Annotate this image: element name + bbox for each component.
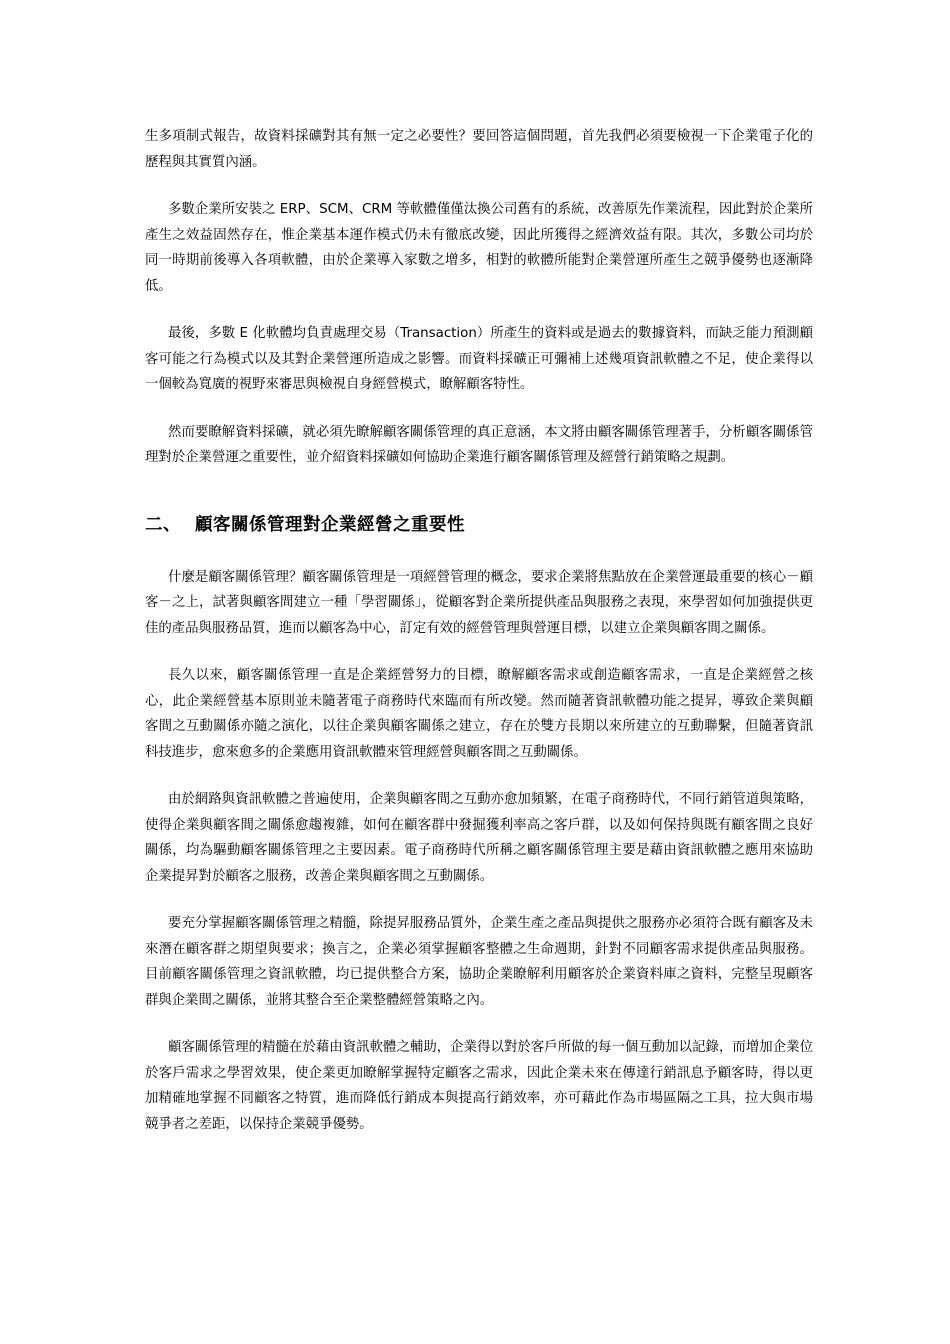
section-heading <box>145 511 813 539</box>
paragraph-crm-software: 顧客關係管理的精髓在於藉由資訊軟體之輔助，企業得以對於客戶所做的每一個互動加以記錄，而增加企業位於客戶需求之學習效果，使企業更加瞭解掌握特定顧客之需求，因此企業未來在傳達行銷訊息予顧客時，得以更加精確地掌握不同顧客之特質，進而降低行銷成本與提高行銷效率，亦可藉此作為市場區隔之工具，拉大與市場競爭者之差距，以保持企業競爭優勢。 <box>145 1040 813 1132</box>
document-page <box>145 124 813 1137</box>
paragraph-crm-essence: 要充分掌握顧客關係管理之精髓，除提昇服務品質外，企業生產之產品與提供之服務亦必須符合既有顧客及未來潛在顧客群之期望與要求；換言之，企業必須掌握顧客整體之生命週期，針對不同顧客需求提供產品與服務。目前顧客關係管理之資訊軟體，均已提供整合方案，協助企業瞭解利用顧客於企業資料庫之資料，完整呈現顧客群與企業間之關係，並將其整合至企業整體經營策略之內。 <box>145 916 813 1008</box>
paragraph-crm-history: 長久以來，顧客關係管理一直是企業經營努力的目標，瞭解顧客需求或創造顧客需求，一直是企業經營之核心，此企業經營基本原則並未隨著電子商務時代來臨而有所改變。然而隨著資訊軟體功能之提昇，導致企業與顧客間之互動關係亦隨之演化，以往企業與顧客關係之建立，存在於雙方長期以來所建立的互動聯繫，但隨著資訊科技進步，愈來愈多的企業應用資訊軟體來管理經營與顧客間之互動關係。 <box>145 668 813 760</box>
paragraph-data-mining-intro: 然而要瞭解資料採礦，就必須先瞭解顧客關係管理的真正意涵，本文將由顧客關係管理著手，分析顧客關係管理對於企業營運之重要性，並介紹資料採礦如何協助企業進行顧客關係管理及經營行銷策略之規劃。 <box>145 424 813 465</box>
paragraph-continuation: 生多項制式報告，故資料採礦對其有無一定之必要性？要回答這個問題，首先我們必須要檢視一下企業電子化的歷程與其實質內涵。 <box>145 129 813 170</box>
paragraph-e-software: 最後，多數 E 化軟體均負責處理交易（Transaction）所產生的資料或是過去的數據資料，而缺乏能力預測顧客可能之行為模式以及其對企業營運所造成之影響。而資料採礦正可彌補上述幾項資訊軟體之不足，使企業得以一個較為寬廣的視野來審思與檢視自身經營模式，瞭解顧客特性。 <box>145 326 813 392</box>
paragraph-crm-definition: 什麼是顧客關係管理？顧客關係管理是一項經營管理的概念，要求企業將焦點放在企業營運最重要的核心－顧客－之上，試著與顧客間建立一種「學習關係」，從顧客對企業所提供產品與服務之表現，來學習如何加強提供更佳的產品與服務品質，進而以顧客為中心，訂定有效的經營管理與營運目標，以建立企業與顧客間之關係。 <box>145 569 813 636</box>
section-title: 顧客關係管理對企業經營之重要性 <box>195 514 465 535</box>
paragraph-crm-internet: 由於網路與資訊軟體之普遍使用，企業與顧客間之互動亦愈加頻繁，在電子商務時代，不同行銷管道與策略，使得企業與顧客間之關係愈趨複雜，如何在顧客群中發掘獲利率高之客戶群，以及如何保持與既有顧客間之良好關係，均為驅動顧客關係管理之主要因素。電子商務時代所稱之顧客關係管理主要是藉由資訊軟體之應用來協助企業提昇對於顧客之服務，改善企業與顧客間之互動關係。 <box>145 792 813 884</box>
section-number: 二、 <box>145 514 181 535</box>
paragraph-erp-scm-crm: 多數企業所安裝之 ERP、SCM、CRM 等軟體僅僅汰換公司舊有的系統，改善原先作業流程，因此對於企業所產生之效益固然存在，惟企業基本運作模式仍未有徹底改變，因此所獲得之經濟效益有限。其次，多數公司均於同一時期前後導入各項軟體，由於企業導入家數之增多，相對的軟體所能對企業營運所產生之競爭優勢也逐漸降低。 <box>145 202 813 294</box>
